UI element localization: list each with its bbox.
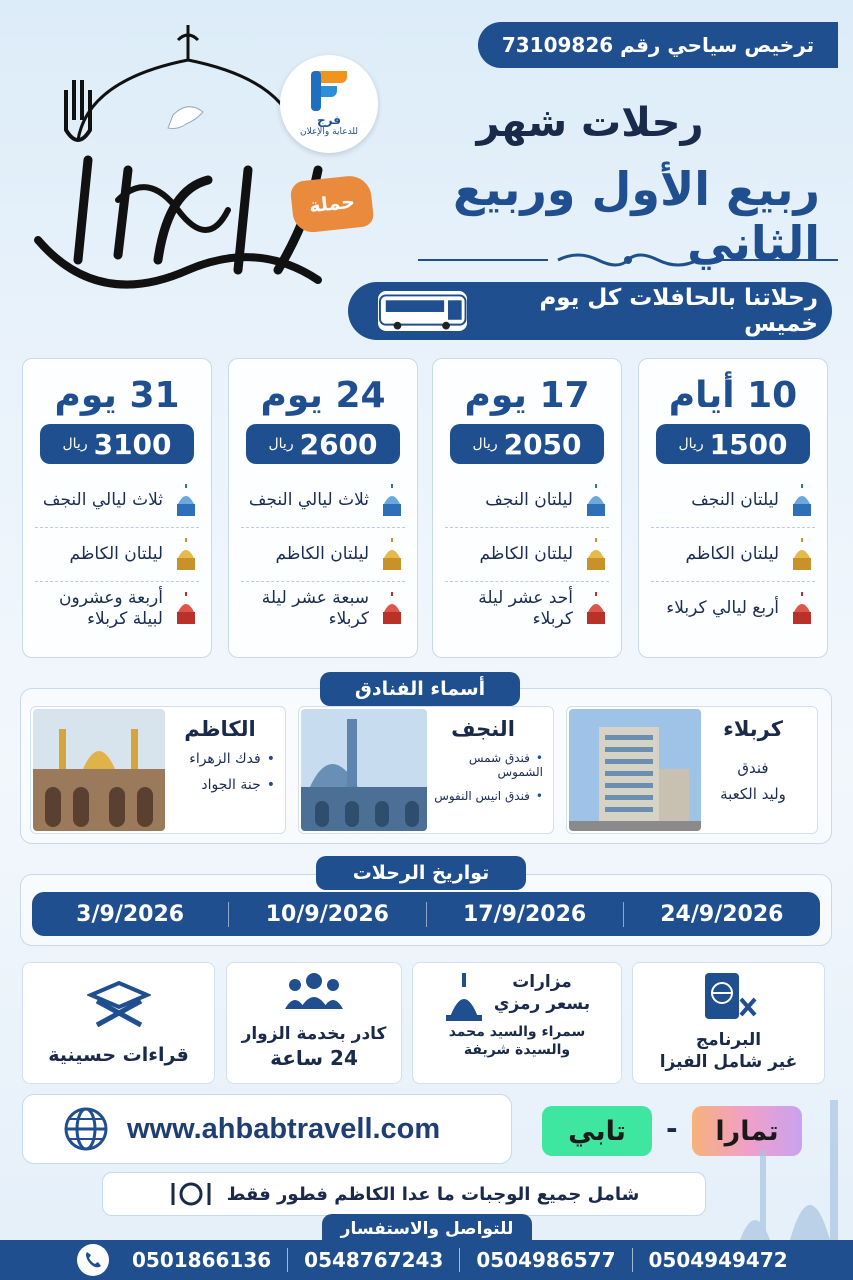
visa-line1: البرنامج [695,1030,762,1050]
staff-line2: 24 ساعة [270,1046,358,1071]
meals-banner [102,1172,706,1216]
feature-staff [226,962,402,1084]
logo-tagline: للدعاية والإعلان [299,127,359,137]
package-price: 3100 ريال [40,424,194,464]
list-item: ليلتان النجف [651,474,815,528]
hotel-kadhimiya [30,706,286,834]
title-line2: ربيع الأول وربيع الثاني [452,162,820,270]
passport-icon [699,969,759,1025]
hotel-photo-najaf [301,709,427,831]
package-card-10 [638,358,828,658]
list-item: أربع ليالي كربلاء [651,582,815,636]
trip-date: 17/9/2026 [426,902,623,927]
package-price: 2600 ريال [246,424,400,464]
readings-label: قراءات حسينية [48,1044,189,1066]
najaf-dome-icon [379,484,405,518]
hotel-name-line1: فندق [737,759,769,777]
bus-icon [378,291,467,331]
phone-number[interactable]: 0501866136 [116,1248,288,1272]
dining-icon [169,1181,213,1207]
meals-text: شامل جميع الوجبات ما عدا الكاظم فطور فقط [226,1183,640,1205]
kadhimiya-dome-icon [173,538,199,572]
hotel-item: • فدك الزهراء [165,751,275,767]
najaf-dome-icon [173,484,199,518]
title-line1: رحلات شهر [476,100,704,146]
najaf-dome-icon [583,484,609,518]
license-banner [478,22,838,68]
package-days: 10 أيام [668,375,798,416]
visa-line2: غير شامل الفيزا [659,1052,798,1073]
package-days: 31 يوم [54,375,180,416]
license-text: ترخيص سياحي رقم 73109826 [501,33,815,57]
hotel-item: • فندق شمس الشموس [423,751,543,779]
mosque-icon [444,971,484,1023]
hotel-photo-karbala [569,709,701,831]
contact-heading: للتواصل والاستفسار [322,1214,532,1244]
hotel-najaf [298,706,554,834]
hotel-item: • جنة الجواد [165,777,275,793]
list-item: ليلتان الكاظم [241,528,405,582]
dates-heading: تواريخ الرحلات [316,856,526,890]
people-group-icon [283,971,345,1011]
hotel-karbala [566,706,818,834]
package-days: 17 يوم [464,375,590,416]
list-item: ثلاث ليالي النجف [35,474,199,528]
hotel-city: كربلاء [723,717,783,741]
hotel-name-line2: وليد الكعبة [720,785,786,803]
list-item: أربعة وعشرون لبيلة كربلاء [35,582,199,636]
logo-mark-icon [311,71,347,111]
kadhimiya-dome-icon [583,538,609,572]
trip-date: 24/9/2026 [623,902,820,927]
tabby-badge: تابي [542,1106,652,1156]
bus-banner [348,282,832,340]
payments-separator: - [666,1112,678,1145]
package-card-24 [228,358,418,658]
phone-number[interactable]: 0504986577 [460,1248,632,1272]
phone-number[interactable]: 0504949472 [648,1248,788,1272]
hotel-item: • فندق انيس النفوس [423,789,543,803]
karbala-dome-icon [379,592,405,626]
package-card-31 [22,358,212,658]
logo-name: فرج [317,113,341,127]
feature-shrines [412,962,622,1084]
website-box[interactable] [22,1094,512,1164]
list-item: سبعة عشر ليلة كربلاء [241,582,405,636]
phone-number[interactable]: 0548767243 [288,1248,460,1272]
feature-visa [632,962,825,1084]
kadhimiya-dome-icon [789,538,815,572]
campaign-tag: حملة [290,174,375,234]
list-item: ليلتان الكاظم [445,528,609,582]
ornament-divider [418,250,838,270]
shrines-title2: بسعر رمزي [493,994,591,1015]
trip-date: 3/9/2026 [76,901,185,927]
list-item: ليلتان الكاظم [651,528,815,582]
list-item: ليلتان النجف [445,474,609,528]
dates-bar [32,892,820,936]
tamara-badge: تمارا [692,1106,802,1156]
package-price: 1500 ريال [656,424,810,464]
hotel-city: النجف [451,717,515,741]
karbala-dome-icon [789,592,815,626]
shrines-sub2: والسيدة شريفة [463,1042,571,1059]
list-item: ليلتان الكاظم [35,528,199,582]
package-days: 24 يوم [260,375,386,416]
trip-date: 10/9/2026 [228,902,425,927]
karbala-dome-icon [583,592,609,626]
list-item: ثلاث ليالي النجف [241,474,405,528]
phone-icon [76,1243,110,1277]
feature-readings [22,962,215,1084]
globe-icon [63,1106,109,1152]
mosque-skyline-decoration [730,1090,853,1240]
karbala-dome-icon [173,592,199,626]
kadhimiya-dome-icon [379,538,405,572]
shrines-sub1: سمراء والسيد محمد [448,1024,586,1040]
package-card-17 [432,358,622,658]
bus-banner-text: رحلاتنا بالحافلات كل يوم خميس [539,285,818,337]
najaf-dome-icon [789,484,815,518]
hotel-city: الكاظم [184,717,256,741]
list-item: أحد عشر ليلة كربلاء [445,582,609,636]
quran-stand-icon [87,975,151,1029]
website-url[interactable]: www.ahbabtravell.com [127,1112,441,1145]
company-logo [280,55,378,153]
hotels-heading: أسماء الفنادق [320,672,520,706]
staff-line1: كادر بخدمة الزوار [241,1024,387,1044]
phone-bar [0,1240,853,1280]
shrines-title1: مزارات [512,972,572,992]
package-price: 2050 ريال [450,424,604,464]
hotel-photo-kadhimiya [33,709,165,831]
